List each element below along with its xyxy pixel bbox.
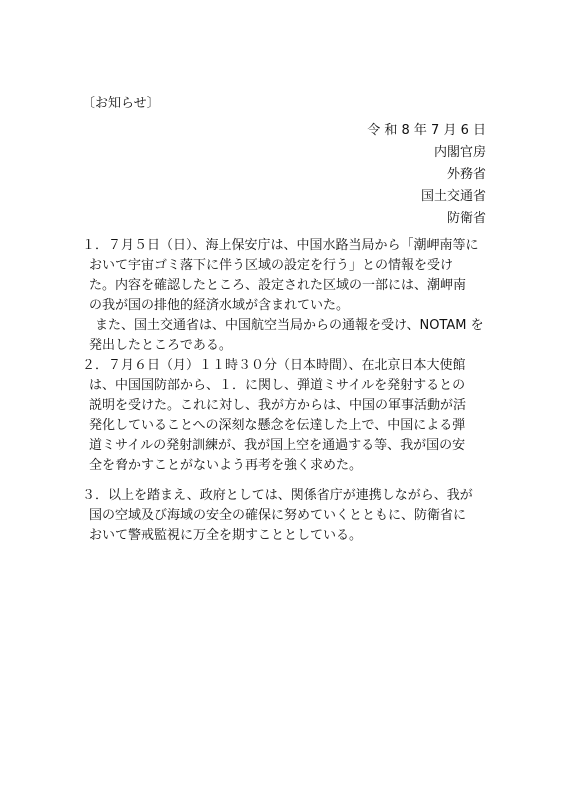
notice-label: 〔お知らせ〕 <box>82 96 160 111</box>
paragraph-line: 説明を受けた。これに対し、我が方からは、中国の軍事活動が活 <box>89 398 467 413</box>
paragraph-line: 道ミサイルの発射訓練が、我が国上空を通過する等、我が国の安 <box>89 438 466 453</box>
paragraph-line: ３．以上を踏まえ、政府としては、関係省庁が連携しながら、我が <box>82 488 473 503</box>
issuer-mlit: 国土交通省 <box>420 189 486 204</box>
issuer-foreign-ministry: 外務省 <box>446 167 486 182</box>
paragraph-line: 発出したところである。 <box>89 338 232 353</box>
issuer-cabinet-secretariat: 内閣官房 <box>433 145 486 160</box>
section-2 <box>82 356 494 476</box>
paragraph-line: また、国土交通省は、中国航空当局からの通報を受け、NOTAM を <box>95 318 484 333</box>
paragraph-line: 国の空域及び海域の安全の確保に努めていくとともに、防衛省に <box>89 508 467 523</box>
paragraph-line: おいて宇宙ゴミ落下に伴う区域の設定を行う」との情報を受け <box>89 258 454 273</box>
paragraph-line: １．７月５日（日）、海上保安庁は、中国水路当局から「潮岬南等に <box>82 238 479 253</box>
paragraph-line: た。内容を確認したところ、設定された区域の一部には、潮岬南 <box>89 278 467 293</box>
paragraph-line: の我が国の排他的経済水域が含まれていた。 <box>89 298 350 313</box>
paragraph-line: 発化していることへの深刻な懸念を伝達した上で、中国による弾 <box>89 418 466 433</box>
issue-date: 令 和 8 年 7 月 6 日 <box>367 123 486 138</box>
paragraph-line: 全を脅かすことがないよう再考を強く求めた。 <box>89 458 363 473</box>
section-3 <box>82 486 494 546</box>
paragraph-line: おいて警戒監視に万全を期すこととしている。 <box>89 528 363 543</box>
issuer-defense-ministry: 防衛省 <box>446 211 486 226</box>
paragraph-line: ２．７月６日（月）１１時３０分（日本時間）、在北京日本大使館 <box>82 358 466 373</box>
paragraph-line: は、中国国防部から、１．に関し、弾道ミサイルを発射するとの <box>89 378 466 393</box>
issuer-block <box>367 120 486 230</box>
section-1 <box>82 236 494 356</box>
